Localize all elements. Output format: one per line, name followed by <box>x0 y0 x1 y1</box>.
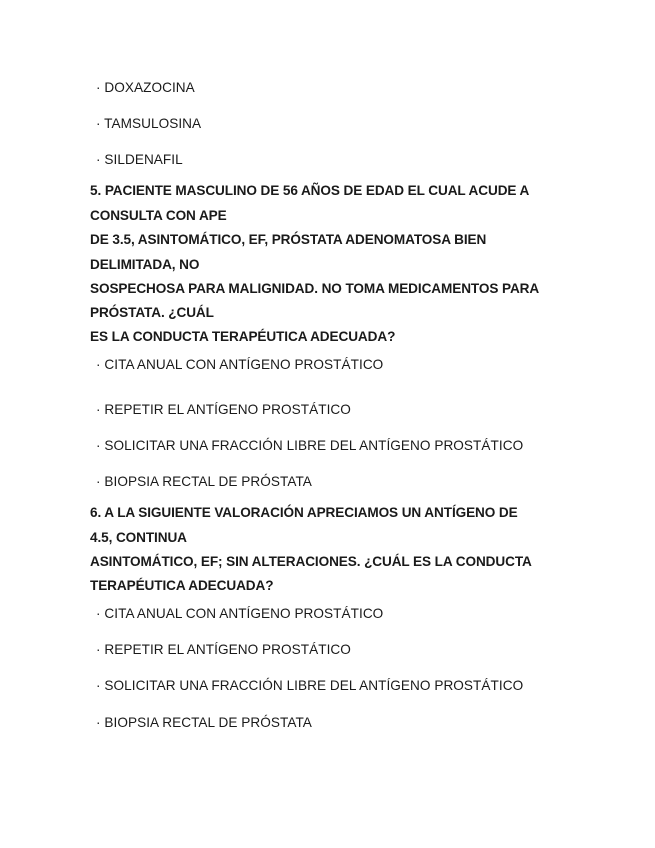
q4-option-sildenafil: · SILDENAFIL <box>96 152 183 167</box>
q5-text-line: ES LA CONDUCTA TERAPÉUTICA ADECUADA? <box>90 329 396 344</box>
q5-text-line: SOSPECHOSA PARA MALIGNIDAD. NO TOMA MEDICAMENTOS PARA <box>90 281 540 296</box>
q5-text-line: PRÓSTATA. ¿CUÁL <box>90 305 214 320</box>
q5-text-line: 5. PACIENTE MASCULINO DE 56 AÑOS DE EDAD EL CUAL ACUDE A <box>90 183 530 198</box>
q4-option-tamsulosina: · TAMSULOSINA <box>96 116 202 131</box>
q6-text-line: TERAPÉUTICA ADECUADA? <box>90 578 274 593</box>
q6-option-repeat-psa: · REPETIR EL ANTÍGENO PROSTÁTICO <box>96 642 351 657</box>
q5-option-biopsy: · BIOPSIA RECTAL DE PRÓSTATA <box>96 474 312 489</box>
q5-option-free-psa: · SOLICITAR UNA FRACCIÓN LIBRE DEL ANTÍGENO PROSTÁTICO <box>96 438 524 453</box>
q5-text-line: DE 3.5, ASINTOMÁTICO, EF, PRÓSTATA ADENOMATOSA BIEN <box>90 232 487 247</box>
q6-text-line: ASINTOMÁTICO, EF; SIN ALTERACIONES. ¿CUÁL ES LA CONDUCTA <box>90 554 532 569</box>
q6-text-line: 6. A LA SIGUIENTE VALORACIÓN APRECIAMOS UN ANTÍGENO DE <box>90 505 518 520</box>
q6-option-annual-psa: · CITA ANUAL CON ANTÍGENO PROSTÁTICO <box>96 606 384 621</box>
q5-text-line: DELIMITADA, NO <box>90 257 200 272</box>
q6-text-line: 4.5, CONTINUA <box>90 530 187 545</box>
q6-option-free-psa: · SOLICITAR UNA FRACCIÓN LIBRE DEL ANTÍGENO PROSTÁTICO <box>96 678 524 693</box>
q4-option-doxazocina: · DOXAZOCINA <box>96 80 195 95</box>
q6-option-biopsy: · BIOPSIA RECTAL DE PRÓSTATA <box>96 715 312 730</box>
q5-text-line: CONSULTA CON APE <box>90 208 227 223</box>
q5-option-annual-psa: · CITA ANUAL CON ANTÍGENO PROSTÁTICO <box>96 357 384 372</box>
q5-option-repeat-psa: · REPETIR EL ANTÍGENO PROSTÁTICO <box>96 402 351 417</box>
